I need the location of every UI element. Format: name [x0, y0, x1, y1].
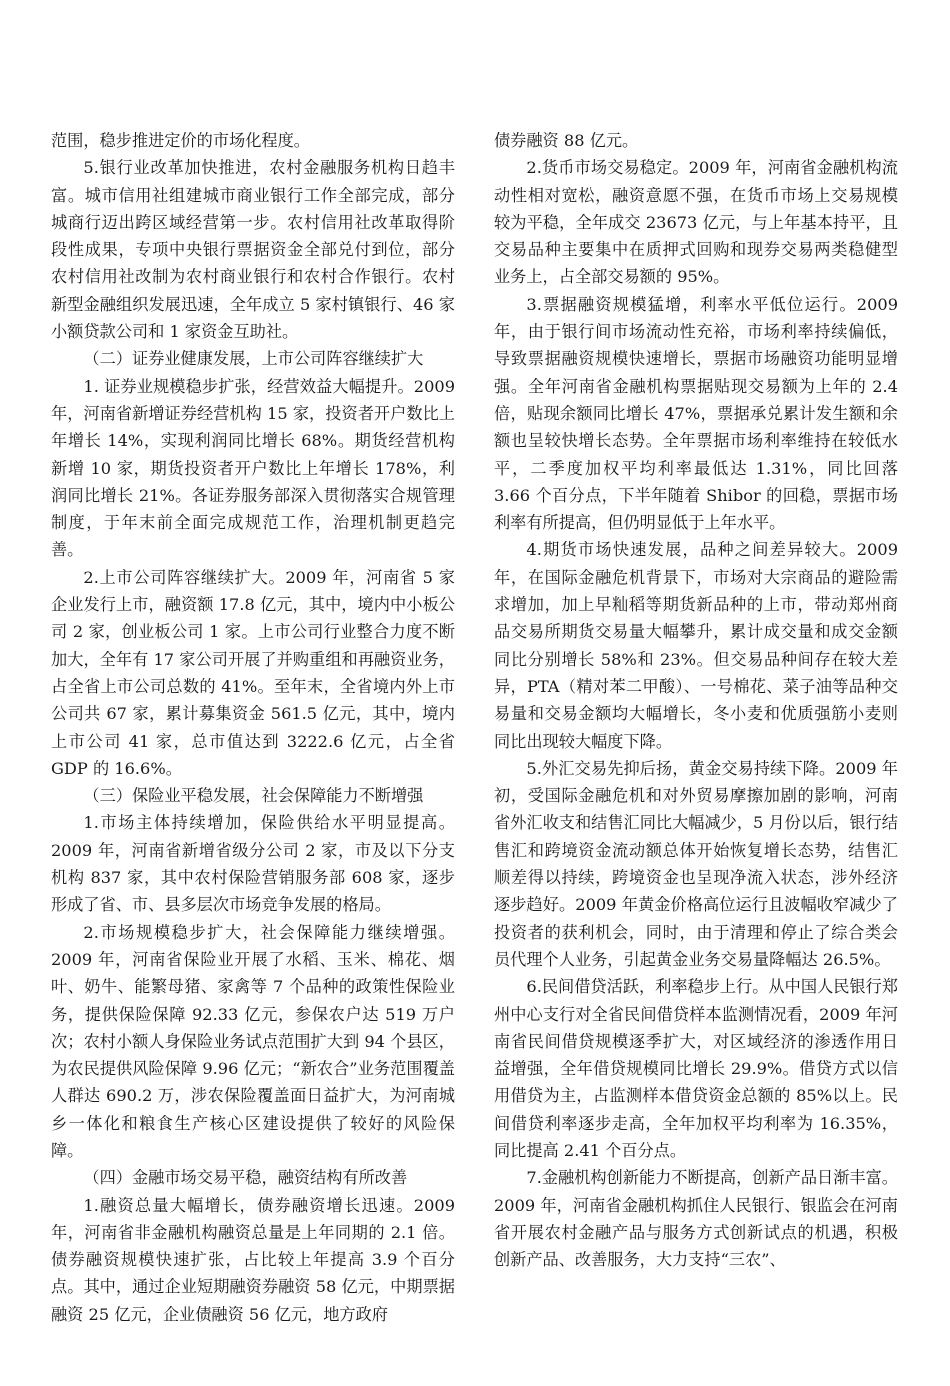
paragraph: 2.货币市场交易稳定。2009 年，河南省金融机构流动性相对宽松，融资意愿不强，在货币市场上交易规模较为平稳，全年成交 23673 亿元，与上年基本持平，且交易品种主要集中在质押式回购和现券交易两类稳健型业务上，占全部交易额的 95%。	[494, 158, 898, 287]
section-heading: （三）保险业平稳发展，社会保障能力不断增强	[83, 786, 424, 806]
paragraph: 4.期货市场快速发展，品种之间差异较大。2009 年，在国际金融危机背景下，市场对大宗商品的避险需求增加，加上早籼稻等期货新品种的上市，带动郑州商品交易所期货交易量大幅攀升，累计成交量和成交金额同比分别增长 58%和 23%。但交易品种间存在较大差异，PTA（精对苯二甲酸）、一号棉花、菜子油等品种交易量和交易金额均大幅增长，冬小麦和优质强筋小麦则同比出现较大幅度下降。	[494, 540, 898, 751]
paragraph: 范围，稳步推进定价的市场化程度。	[51, 131, 310, 150]
left-column	[51, 127, 455, 1328]
paragraph: 1. 证券业规模稳步扩张，经营效益大幅提升。2009 年，河南省新增证券经营机构 15 家，投资者开户数比上年增长 14%，实现利润同比增长 68%。期货经营机构新增 10 家，期货投资者开户数比上年增长 178%，利润同比增长 21%。各证券服务部深入贯彻落实合规管理制度，于年末前全面完成规范工作，治理机制更趋完善。	[51, 376, 455, 560]
section-heading: （二）证券业健康发展，上市公司阵容继续扩大	[83, 349, 424, 369]
paragraph: 5.外汇交易先抑后扬，黄金交易持续下降。2009 年初，受国际金融危机和对外贸易摩擦加剧的影响，河南省外汇收支和结售汇同比大幅减少，5 月份以后，银行结售汇和跨境资金流动额总体开始恢复增长态势，结售汇顺差得以持续，跨境资金也呈现净流入状态，涉外经济逐步趋好。2009 年黄金价格高位运行且波幅收窄减少了投资者的获利机会，同时，由于清理和停止了综合类会员代理个人业务，引起黄金业务交易量降幅达 26.5%。	[494, 758, 898, 969]
paragraph: 6.民间借贷活跃，利率稳步上行。从中国人民银行郑州中心支行对全省民间借贷样本监测情况看，2009 年河南省民间借贷规模逐季扩大，对区域经济的渗透作用日益增强，全年借贷规模同比增长 29.9%。借贷方式以信用借贷为主，占监测样本借贷资金总额的 85%以上。民间借贷利率逐步走高，全年加权平均利率为 16.35%，同比提高 2.41 个百分点。	[494, 977, 898, 1160]
right-column	[494, 127, 898, 1273]
paragraph: 债券融资 88 亿元。	[494, 131, 639, 150]
paragraph: 1.融资总量大幅增长，债券融资增长迅速。2009 年，河南省非金融机构融资总量是上年同期的 2.1 倍。债券融资规模快速扩张，占比较上年提高 3.9 个百分点。其中，通过企业短期融资券融资 58 亿元，中期票据融资 25 亿元，企业债融资 56 亿元，地方政府	[51, 1195, 455, 1324]
paragraph: 5.银行业改革加快推进，农村金融服务机构日趋丰富。城市信用社组建城市商业银行工作全部完成，部分城商行迈出跨区域经营第一步。农村信用社改革取得阶段性成果，专项中央银行票据资金全部兑付到位，部分农村信用社改制为农村商业银行和农村合作银行。农村新型金融组织发展迅速，全年成立 5 家村镇银行、46 家小额贷款公司和 1 家资金互助社。	[51, 158, 455, 342]
section-heading: （四）金融市场交易平稳，融资结构有所改善	[83, 1168, 408, 1188]
paragraph: 2.市场规模稳步扩大，社会保障能力继续增强。2009 年，河南省保险业开展了水稻、玉米、棉花、烟叶、奶牛、能繁母猪、家禽等 7 个品种的政策性保险业务，提供保险保障 92.33 亿元，参保农户达 519 万户次；农村小额人身保险业务试点范围扩大到 94 个县区，为农民提供风险保障 9.96 亿元；“新农合”业务范围覆盖人群达 690.2 万，涉农保险覆盖面日益扩大，为河南城乡一体化和粮食生产核心区建设提供了较好的风险保障。	[51, 922, 455, 1160]
paragraph: 7.金融机构创新能力不断提高，创新产品日渐丰富。2009 年，河南省金融机构抓住人民银行、银监会在河南省开展农村金融产品与服务方式创新试点的机遇，积极创新产品、改善服务，大力支持“三农”、	[494, 1168, 898, 1270]
paragraph: 2.上市公司阵容继续扩大。2009 年，河南省 5 家企业发行上市，融资额 17.8 亿元，其中，境内中小板公司 2 家，创业板公司 1 家。上市公司行业整合力度不断加大，全年有 17 家公司开展了并购重组和再融资业务，占全省上市公司总数的 41%。至年末，全省境内外上市公司共 67 家，累计募集资金 561.5 亿元，其中，境内上市公司 41 家，总市值达到 3222.6 亿元，占全省 GDP 的 16.6%。	[51, 567, 455, 778]
paragraph: 1.市场主体持续增加，保险供给水平明显提高。2009 年，河南省新增省级分公司 2 家，市及以下分支机构 837 家，其中农村保险营销服务部 608 家，逐步形成了省、市、县多层次市场竞争发展的格局。	[51, 813, 455, 915]
paragraph: 3.票据融资规模猛增，利率水平低位运行。2009 年，由于银行间市场流动性充裕，市场利率持续偏低，导致票据融资规模快速增长，票据市场融资功能明显增强。全年河南省金融机构票据贴现交易额为上年的 2.4 倍，贴现余额同比增长 47%，票据承兑累计发生额和余额也呈较快增长态势。全年票据市场利率维持在较低水平，二季度加权平均利率最低达 1.31%，同比回落 3.66 个百分点，下半年随着 Shibor 的回稳，票据市场利率有所提高，但仍明显低于上年水平。	[494, 294, 898, 533]
